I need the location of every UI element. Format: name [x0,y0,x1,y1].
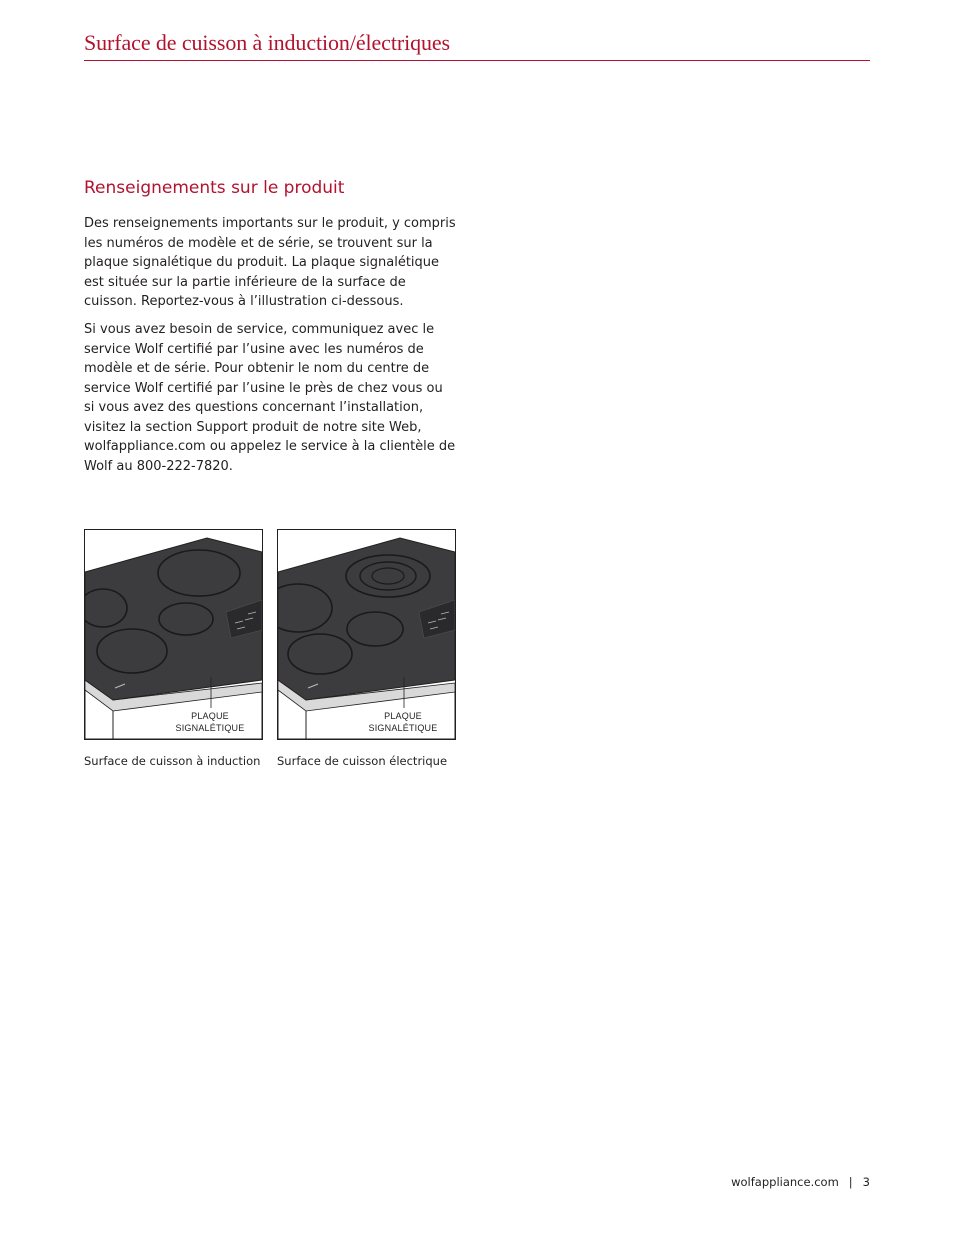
paragraph-product-info: Des renseignements importants sur le produit, y compris les numéros de modèle et de série, se trouvent sur la plaque signalétique du produit. La plaque signalétique est située sur la partie inférieure de la surface de cuisson. Reportez-vous à l’illustration ci-dessous. [84,216,456,309]
caption-induction-cooktop: Surface de cuisson à induction [84,754,261,768]
page-title: Surface de cuisson à induction/électriques [84,30,451,55]
nameplate-label-line1: PLAQUE [191,711,229,721]
title-rule [84,60,870,61]
footer-site-link[interactable]: wolfappliance.com [731,1175,839,1189]
induction-cooktop-illustration [84,529,263,740]
page-number: 3 [862,1175,870,1189]
nameplate-label-line2: SIGNALÉTIQUE [368,723,438,733]
electric-cooktop-drawing [278,530,455,739]
nameplate-label [350,710,456,734]
induction-cooktop-drawing [85,530,262,739]
footer-separator: | [848,1175,853,1189]
paragraph-service-info: Si vous avez besoin de service, communiquez avec le service Wolf certifié par l’usine avec les numéros de modèle et de série. Pour obtenir le nom du centre de service Wolf certifié par l’usine le près de chez vous ou si vous avez des questions concernant l’installation, visitez la section Support produit de notre site Web, wolfappliance.com ou appelez le service à la clientèle de Wolf au 800-222-7820. [84,322,456,474]
nameplate-label-line1: PLAQUE [384,711,422,721]
nameplate-label [157,710,263,734]
caption-electric-cooktop: Surface de cuisson électrique [277,754,448,768]
nameplate-label-line2: SIGNALÉTIQUE [175,723,245,733]
electric-cooktop-illustration [277,529,456,740]
section-heading: Renseignements sur le produit [84,178,345,198]
page-footer [731,1175,870,1189]
